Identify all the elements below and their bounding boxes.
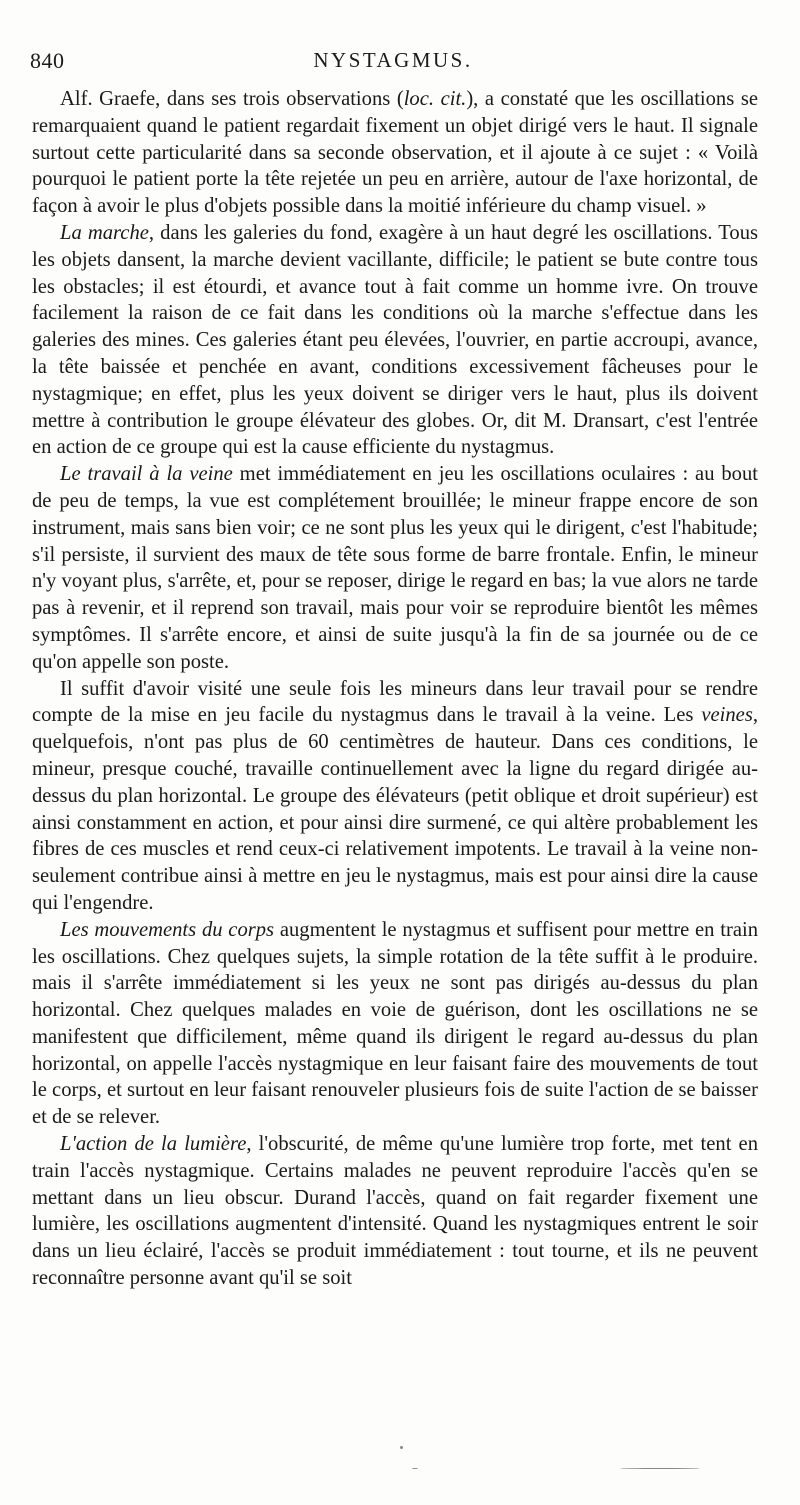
paragraph: L'action de la lumière, l'obscurité, de même qu'une lumière trop forte, met tent en train l'accès nystagmique. Certains malades ne peuvent reproduire l'accès qu'en se mettant dans un lieu obscur. Durand l'accès, quand on fait regarder fixement une lumière, les oscillations augmentent d'intensité. Quand les nystagmiques entrent le soir dans un lieu éclairé, l'accès se produit immédiatement : tout tourne, et ils ne peuvent reconnaître personne avant qu'il se soit	[32, 1133, 758, 1290]
page-number: 840	[30, 48, 65, 73]
scan-speck	[400, 1446, 403, 1449]
italic-term: La marche	[60, 221, 149, 244]
italic-term: Le travail à la veine	[60, 463, 233, 486]
page-header	[30, 48, 756, 78]
paragraph: Alf. Graefe, dans ses trois observations (loc. cit.), a constaté que les oscillations se remarquaient quand le patient regardait fixement un objet dirigé vers le haut. Il signale surtout cette particularité dans sa seconde observation, et il ajoute à ce sujet : « Voilà pourquoi le patient porte la tête rejetée un peu en arrière, autour de l'axe horizontal, de façon à avoir le plus d'objets possible dans la moitié inférieure du champ visuel. »	[32, 88, 758, 218]
paragraph: La marche, dans les galeries du fond, exagère à un haut degré les oscillations. Tous les objets dansent, la marche devient vacillante, difficile; le patient se bute contre tous les obstacles; il est étourdi, et avance tout à fait comme un homme ivre. On trouve facilement la raison de ce fait dans les conditions où la marche s'effectue dans les galeries des mines. Ces galeries étant peu élevées, l'ouvrier, en partie accroupi, avance, la tête baissée et penchée en avant, conditions excessivement fâcheuses pour le nystagmique; en effet, plus les yeux doivent se diriger vers le haut, plus ils doivent mettre à contribution le groupe élévateur des globes. Or, dit M. Dransart, c'est l'entrée en action de ce groupe qui est la cause efficiente du nystagmus.	[32, 221, 759, 459]
scan-specks	[400, 1442, 780, 1472]
paragraph: Il suffit d'avoir visité une seule fois les mineurs dans leur travail pour se rendre compte de la mise en jeu facile du nystagmus dans le travail à la veine. Les veines, quelquefois, n'ont pas plus de 60 centimètres de hauteur. Dans ces conditions, le mineur, presque couché, travaille continuellement avec la ligne du regard dirigée au-dessus du plan horizontal. Le groupe des élévateurs (petit oblique et droit supérieur) est ainsi constamment en action, et pour ainsi dire surmené, ce qui altère probablement les fibres de ces muscles et rend ceux-ci relativement impotents. Le travail à la veine non-seulement contribue ainsi à mettre en jeu le nystagmus, mais est pour ainsi dire la cause qui l'engendre.	[32, 677, 758, 914]
paragraph: Le travail à la veine met immédiatement en jeu les oscillations oculaires : au bout de peu de temps, la vue est complétement brouillée; le mineur frappe encore de son instrument, mais sans bien voir; ce ne sont plus les yeux qui le dirigent, c'est l'habitude; s'il persiste, il survient des maux de tête sous forme de barre frontale. Enfin, le mineur n'y voyant plus, s'arrête, et, pour se reposer, dirige le regard en bas; la vue alors ne tarde pas à revenir, et il reprend son travail, mais pour voir se reproduire bientôt les mêmes symptômes. Il s'arrête encore, et ainsi de suite jusqu'à la fin de sa journée ou de ce qu'on appelle son poste.	[32, 463, 758, 673]
running-title: NYSTAGMUS.	[313, 48, 473, 72]
body-text	[32, 86, 758, 1292]
scan-speck	[412, 1468, 418, 1469]
paragraph: Les mouvements du corps augmentent le nystagmus et suffisent pour mettre en train les oscillations. Chez quelques sujets, la simple rotation de la tête suffit à le produire. mais il s'arrête immédiatement si les yeux ne sont pas dirigés au-dessus du plan horizontal. Chez quelques malades en voie de guérison, dont les oscillations ne se manifestent que difficilement, même quand ils dirigent le regard au-dessus du plan horizontal, on appelle l'accès nystagmique en leur faisant faire des mouvements de tout le corps, et surtout en leur faisant renouveler plusieurs fois de suite l'action de se baisser et de se relever.	[32, 918, 758, 1129]
scan-speck	[620, 1468, 700, 1469]
italic-term: Les mouvements du corps	[60, 918, 275, 941]
italic-term: L'action de la lumière	[60, 1133, 247, 1156]
italic-term: loc. cit.	[403, 88, 467, 110]
italic-term: veines	[701, 704, 753, 727]
